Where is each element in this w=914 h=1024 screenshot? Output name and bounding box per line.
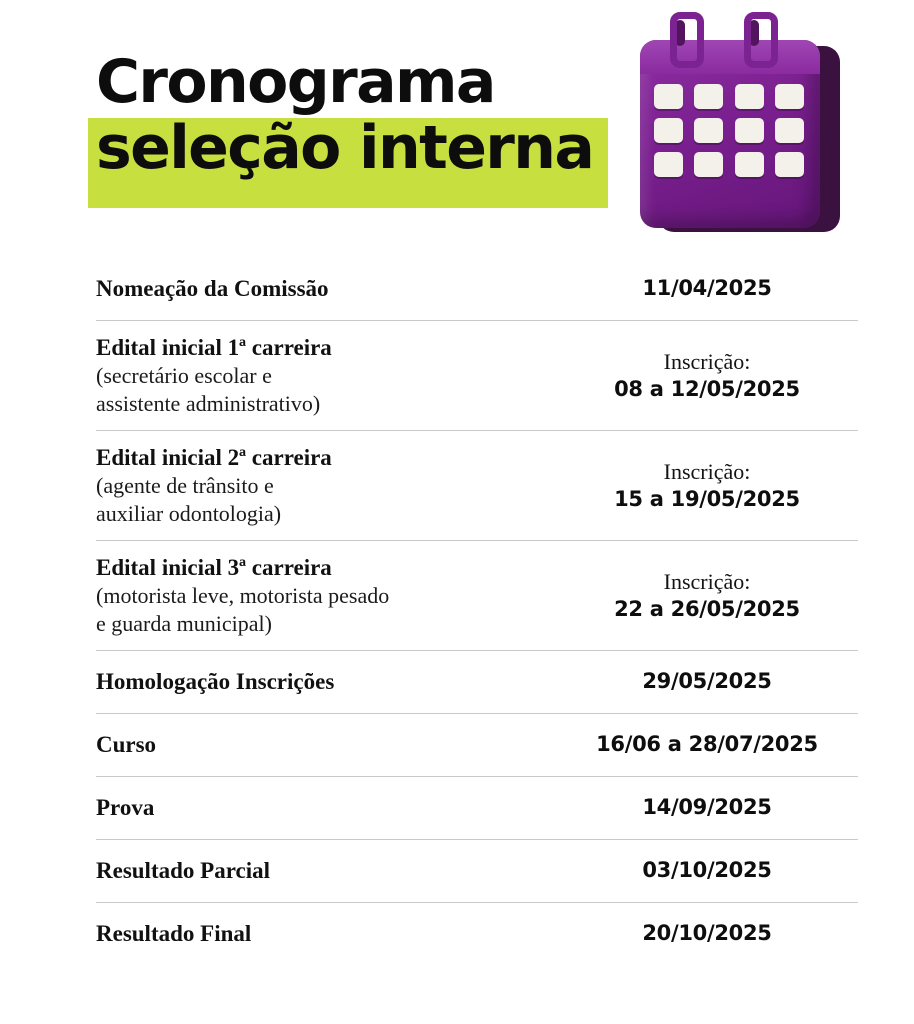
row-label-main: Edital inicial 1ª carreira bbox=[96, 335, 332, 360]
calendar-day-grid bbox=[654, 84, 806, 177]
title-line-2: seleção interna bbox=[96, 113, 594, 183]
row-value bbox=[582, 668, 858, 695]
row-label-sub-2: assistente administrativo) bbox=[96, 390, 321, 416]
row-value bbox=[582, 458, 858, 513]
row-value bbox=[582, 920, 858, 947]
row-label-sub-2: e guarda municipal) bbox=[96, 610, 272, 636]
calendar-day-cell bbox=[654, 84, 683, 109]
row-label-main: Nomeação da Comissão bbox=[96, 275, 329, 301]
table-row bbox=[96, 541, 858, 651]
row-value-date: 16/06 a 28/07/2025 bbox=[596, 732, 818, 757]
poster-header bbox=[0, 0, 914, 250]
table-row bbox=[96, 651, 858, 714]
calendar-day-cell bbox=[735, 152, 764, 177]
calendar-day-cell bbox=[654, 152, 683, 177]
table-row bbox=[96, 777, 858, 840]
calendar-ring-left bbox=[670, 12, 704, 68]
row-value-date: 14/09/2025 bbox=[642, 795, 772, 820]
table-row bbox=[96, 321, 858, 431]
row-label-sub-1: (motorista leve, motorista pesado bbox=[96, 583, 390, 609]
row-value bbox=[582, 731, 858, 758]
calendar-day-cell bbox=[694, 152, 723, 177]
table-row bbox=[96, 258, 858, 321]
row-value-date: 15 a 19/05/2025 bbox=[614, 486, 800, 511]
row-label bbox=[96, 334, 332, 417]
calendar-day-cell bbox=[775, 84, 804, 109]
row-value-date: 03/10/2025 bbox=[642, 858, 772, 883]
row-value-caption: Inscrição: bbox=[663, 569, 751, 595]
calendar-day-cell bbox=[694, 84, 723, 109]
row-value-caption: Inscrição: bbox=[663, 349, 751, 375]
row-value-date: 11/04/2025 bbox=[642, 276, 772, 301]
row-value bbox=[582, 348, 858, 403]
row-value-date: 29/05/2025 bbox=[642, 669, 772, 694]
row-label bbox=[96, 731, 156, 759]
table-row bbox=[96, 714, 858, 777]
calendar-day-cell bbox=[775, 152, 804, 177]
row-label bbox=[96, 920, 251, 948]
table-row bbox=[96, 840, 858, 903]
calendar-day-cell bbox=[654, 118, 683, 143]
row-label-sub-1: (agente de trânsito e bbox=[96, 473, 274, 499]
row-label bbox=[96, 794, 154, 822]
row-label-sub-2: auxiliar odontologia) bbox=[96, 500, 282, 526]
row-label-main: Prova bbox=[96, 795, 155, 821]
schedule-table bbox=[96, 258, 858, 965]
calendar-top-band bbox=[640, 40, 820, 74]
row-value bbox=[582, 857, 858, 884]
row-label bbox=[96, 444, 332, 527]
row-label bbox=[96, 275, 329, 303]
calendar-icon bbox=[634, 22, 844, 247]
row-label-sub-1: (secretário escolar e bbox=[96, 363, 272, 389]
row-value-date: 22 a 26/05/2025 bbox=[614, 596, 800, 621]
row-label bbox=[96, 857, 270, 885]
row-label-main: Curso bbox=[96, 732, 157, 758]
row-value-date: 20/10/2025 bbox=[642, 921, 772, 946]
row-label-main: Edital inicial 2ª carreira bbox=[96, 445, 332, 471]
row-label bbox=[96, 554, 389, 637]
row-label-main: Resultado Final bbox=[96, 921, 252, 947]
row-value-caption: Inscrição: bbox=[663, 459, 751, 485]
row-value-date: 08 a 12/05/2025 bbox=[614, 376, 800, 401]
row-label-main: Resultado Parcial bbox=[96, 858, 270, 884]
calendar-day-cell bbox=[735, 118, 764, 143]
calendar-day-cell bbox=[694, 118, 723, 143]
row-value bbox=[582, 275, 858, 302]
calendar-ring-right bbox=[744, 12, 778, 68]
row-label-main: Homologação Inscrições bbox=[96, 669, 335, 695]
calendar-day-cell bbox=[775, 118, 804, 143]
row-label bbox=[96, 668, 334, 696]
calendar-day-cell bbox=[735, 84, 764, 109]
title-line-1: Cronograma bbox=[96, 47, 495, 117]
row-label-main: Edital inicial 3ª carreira bbox=[96, 555, 332, 581]
page-title bbox=[96, 47, 656, 183]
row-value bbox=[582, 794, 858, 821]
table-row bbox=[96, 431, 858, 541]
row-value bbox=[582, 568, 858, 623]
table-row bbox=[96, 903, 858, 965]
